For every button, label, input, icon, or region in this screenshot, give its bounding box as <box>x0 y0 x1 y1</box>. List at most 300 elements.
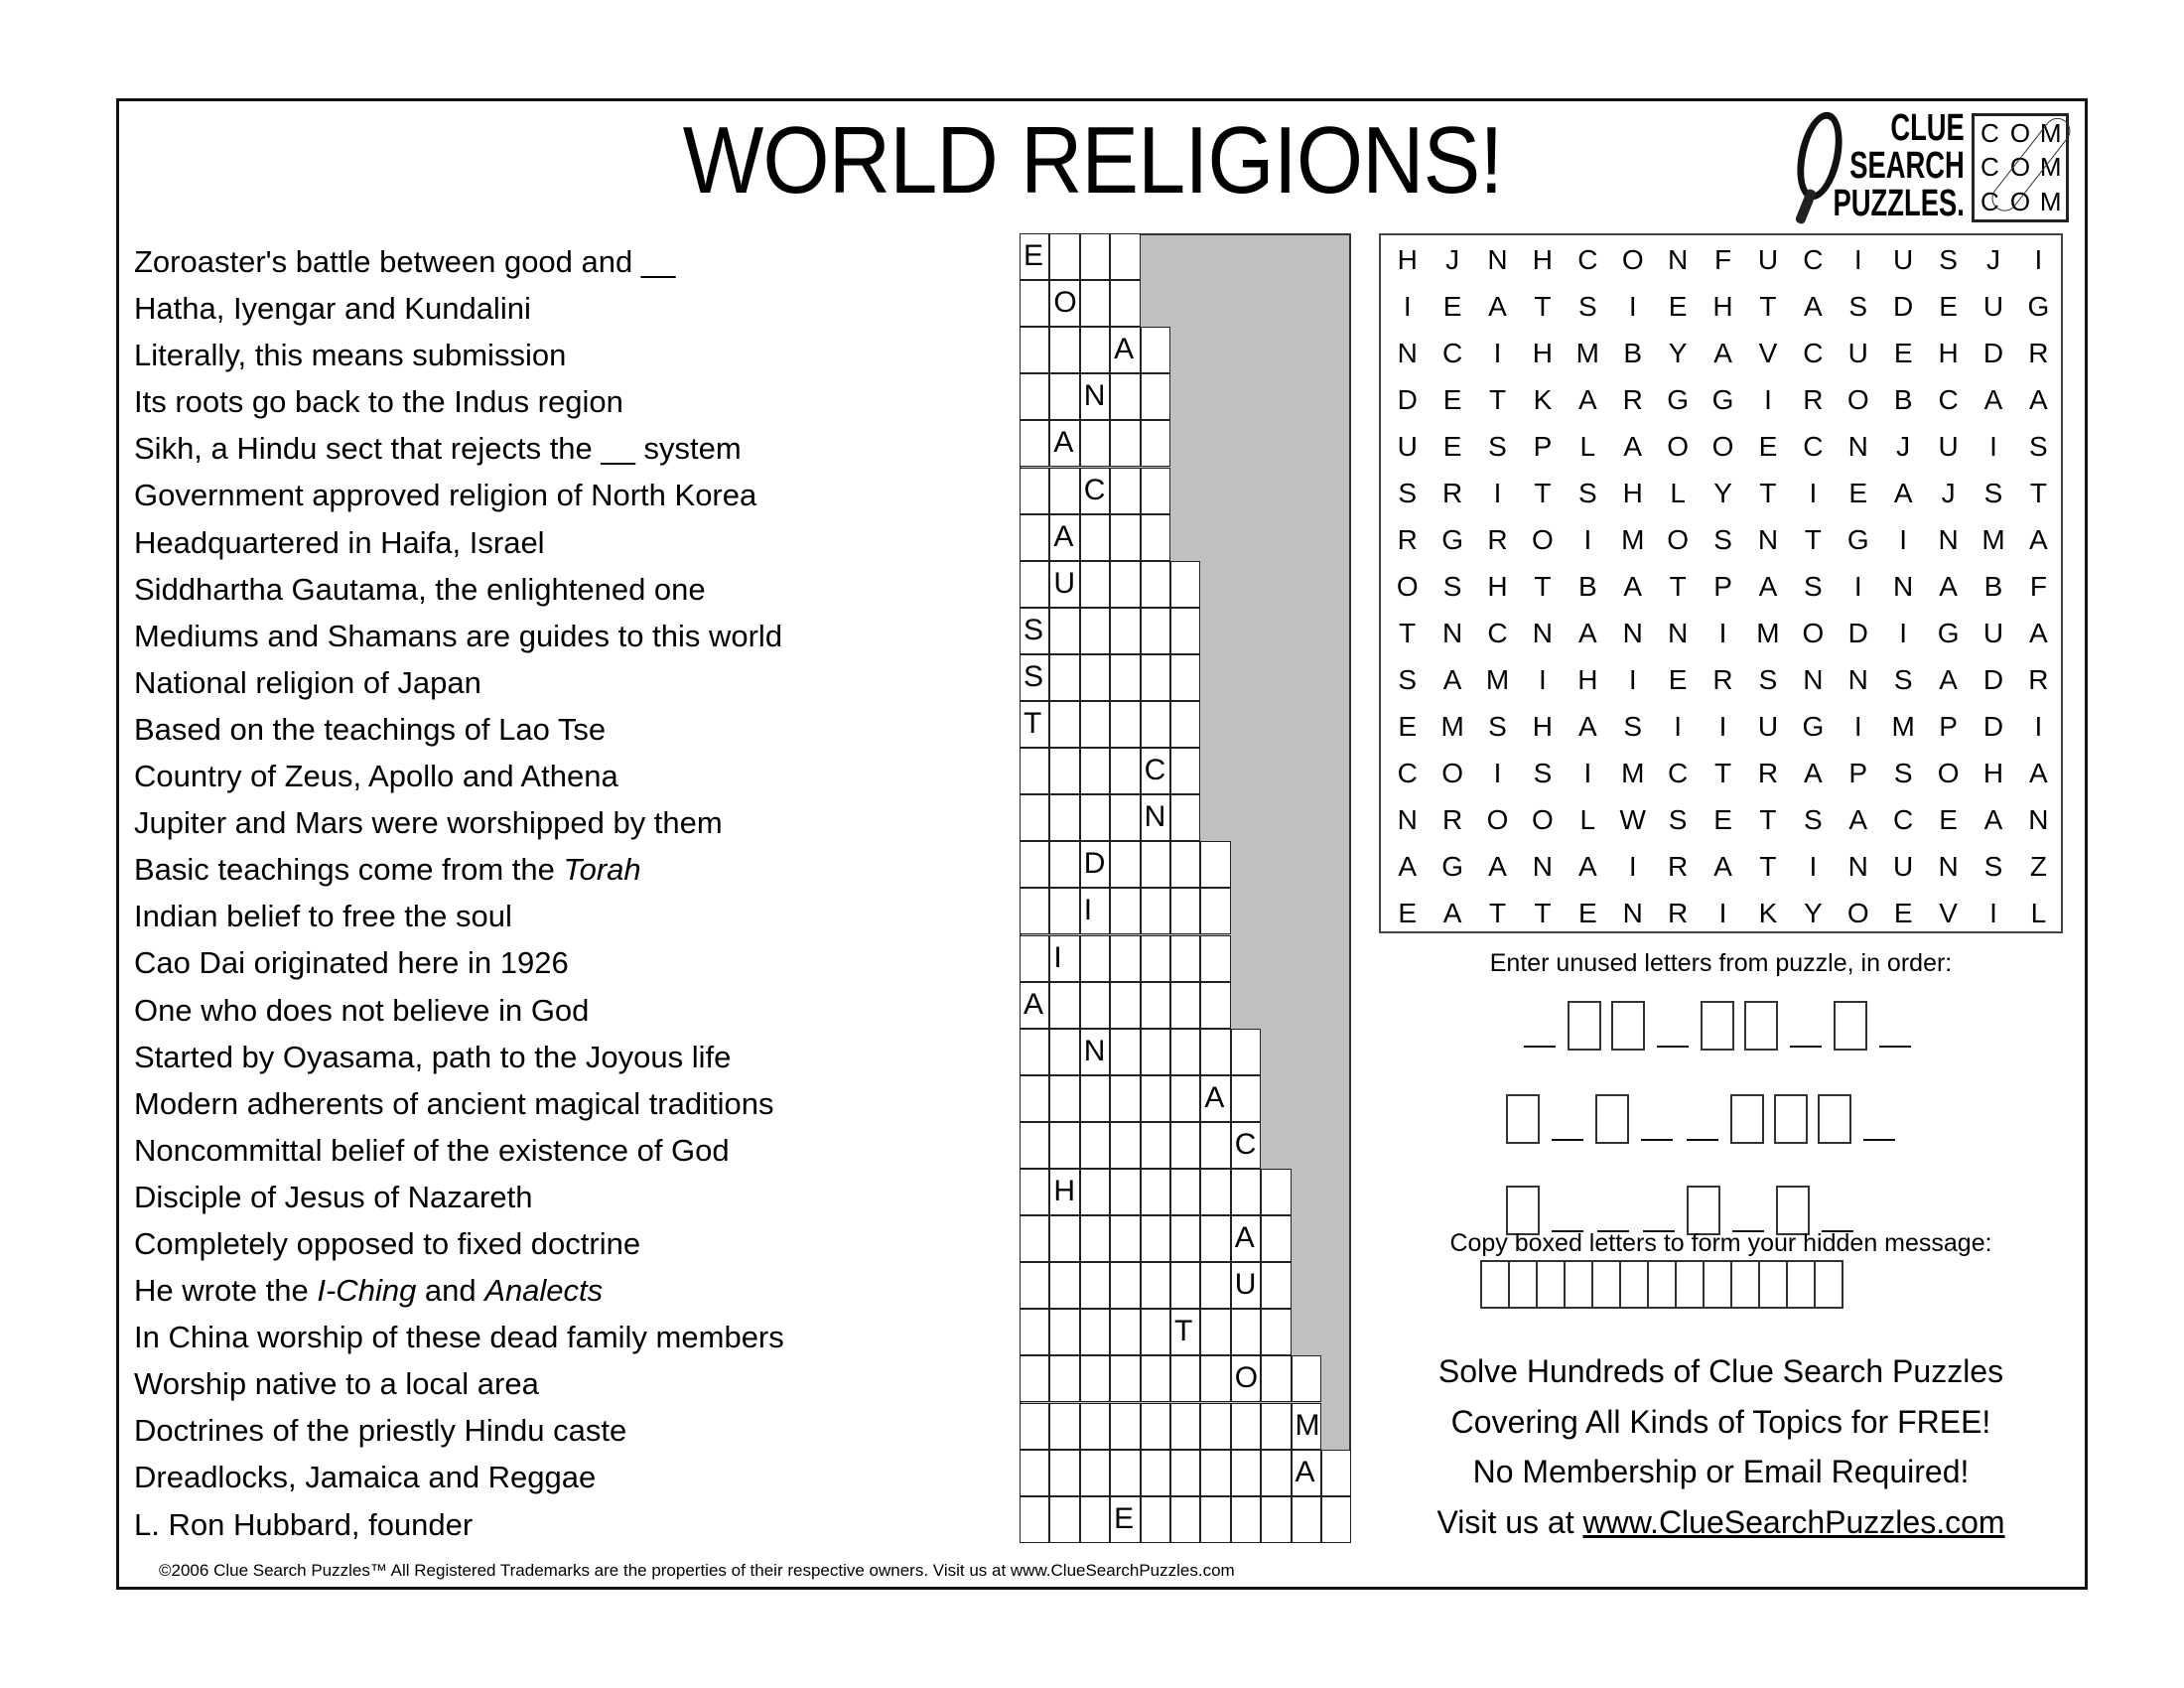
answer-cell[interactable] <box>1200 1122 1230 1169</box>
word-search-letter[interactable]: O <box>1711 431 1734 462</box>
boxed-letter-slot[interactable] <box>1834 1001 1867 1051</box>
answer-cell[interactable] <box>1170 1029 1200 1075</box>
answer-cell[interactable] <box>1049 888 1079 934</box>
answer-cell[interactable] <box>1080 1450 1110 1496</box>
answer-cell[interactable]: T <box>1170 1309 1200 1355</box>
word-search-letter[interactable]: E <box>1398 898 1418 928</box>
answer-cell[interactable] <box>1141 1215 1170 1262</box>
word-search-letter[interactable]: N <box>1847 851 1868 882</box>
answer-cell[interactable] <box>1080 514 1110 561</box>
word-search-letter[interactable]: D <box>1982 711 2004 742</box>
answer-cell[interactable] <box>1200 888 1230 934</box>
word-search-letter[interactable]: O <box>1846 898 1869 928</box>
answer-cell[interactable] <box>1020 561 1049 608</box>
word-search-letter[interactable]: K <box>1533 384 1553 415</box>
word-search-letter[interactable]: C <box>1803 244 1824 275</box>
answer-cell[interactable] <box>1231 1075 1261 1122</box>
answer-cell[interactable] <box>1049 1262 1079 1309</box>
answer-cell[interactable] <box>1110 1169 1140 1215</box>
word-search-letter[interactable]: G <box>1667 384 1690 415</box>
hidden-message-box[interactable] <box>1786 1260 1816 1309</box>
word-search-letter[interactable]: R <box>1441 804 1463 835</box>
word-search-letter[interactable]: H <box>1577 664 1598 695</box>
answer-cell[interactable]: I <box>1049 935 1079 982</box>
answer-cell[interactable]: A <box>1110 327 1140 373</box>
answer-cell[interactable] <box>1141 1403 1170 1450</box>
answer-cell[interactable] <box>1141 373 1170 420</box>
answer-cell[interactable] <box>1110 1075 1140 1122</box>
letter-blank[interactable] <box>1687 1139 1718 1141</box>
word-search-letter[interactable]: C <box>1441 338 1463 368</box>
answer-cell[interactable] <box>1049 1029 1079 1075</box>
answer-cell[interactable] <box>1170 561 1200 608</box>
answer-cell[interactable] <box>1020 514 1049 561</box>
answer-cell[interactable] <box>1170 841 1200 888</box>
answer-cell[interactable] <box>1110 701 1140 748</box>
answer-cell[interactable]: U <box>1049 561 1079 608</box>
word-search-letter[interactable]: A <box>1577 711 1597 742</box>
hidden-message-box[interactable] <box>1730 1260 1760 1309</box>
word-search-letter[interactable]: O <box>1621 244 1644 275</box>
answer-cell[interactable] <box>1170 1403 1200 1450</box>
answer-cell[interactable] <box>1170 1355 1200 1402</box>
answer-cell[interactable] <box>1049 654 1079 701</box>
answer-cell[interactable] <box>1049 841 1079 888</box>
boxed-letter-slot[interactable] <box>1776 1186 1810 1235</box>
answer-cell[interactable]: S <box>1020 608 1049 654</box>
answer-cell[interactable] <box>1020 841 1049 888</box>
word-search-letter[interactable]: S <box>1804 571 1823 602</box>
answer-cell[interactable]: U <box>1231 1262 1261 1309</box>
answer-cell[interactable] <box>1321 1496 1351 1543</box>
answer-cell[interactable] <box>1141 468 1170 514</box>
word-search-letter[interactable]: D <box>1982 338 2004 368</box>
word-search-letter[interactable]: U <box>1938 431 1959 462</box>
answer-cell[interactable] <box>1141 1355 1170 1402</box>
word-search-letter[interactable]: M <box>1756 618 1780 648</box>
word-search-letter[interactable]: I <box>1989 898 1997 928</box>
answer-cell[interactable] <box>1200 982 1230 1029</box>
word-search-letter[interactable]: J <box>1896 431 1911 462</box>
word-search-letter[interactable]: E <box>1398 711 1418 742</box>
word-search-letter[interactable]: G <box>2027 291 2050 322</box>
answer-cell[interactable] <box>1110 748 1140 794</box>
answer-cell[interactable] <box>1200 1403 1230 1450</box>
answer-cell[interactable] <box>1020 1029 1049 1075</box>
word-search-letter[interactable]: I <box>1853 244 1862 275</box>
answer-cell[interactable] <box>1200 841 1230 888</box>
word-search-letter[interactable]: E <box>1939 291 1958 322</box>
answer-cell[interactable]: A <box>1049 514 1079 561</box>
answer-cell[interactable] <box>1020 1496 1049 1543</box>
boxed-letter-slot[interactable] <box>1818 1094 1851 1144</box>
word-search-letter[interactable]: N <box>1532 851 1554 882</box>
word-search-letter[interactable]: U <box>1893 244 1914 275</box>
answer-cell[interactable] <box>1080 420 1110 467</box>
word-search-letter[interactable]: C <box>1938 384 1959 415</box>
answer-cell[interactable]: D <box>1080 841 1110 888</box>
word-search-letter[interactable]: C <box>1803 338 1824 368</box>
word-search-letter[interactable]: L <box>1670 478 1686 508</box>
word-search-letter[interactable]: V <box>1758 338 1778 368</box>
word-search-letter[interactable]: Y <box>1713 478 1732 508</box>
letter-blank[interactable] <box>1879 1046 1911 1048</box>
word-search-letter[interactable]: D <box>1397 384 1418 415</box>
answer-cell[interactable] <box>1020 1075 1049 1122</box>
word-search-letter[interactable]: B <box>1577 571 1597 602</box>
word-search-letter[interactable]: P <box>1848 758 1868 788</box>
word-search-letter[interactable]: J <box>1445 244 1460 275</box>
answer-cell[interactable] <box>1080 1403 1110 1450</box>
answer-cell[interactable] <box>1231 1309 1261 1355</box>
answer-cell[interactable]: E <box>1020 233 1049 280</box>
word-search-letter[interactable]: S <box>1398 478 1418 508</box>
word-search-letter[interactable]: U <box>1757 244 1779 275</box>
answer-cell[interactable] <box>1049 1496 1079 1543</box>
word-search-letter[interactable]: G <box>1937 618 1960 648</box>
answer-cell[interactable] <box>1170 701 1200 748</box>
answer-cell[interactable] <box>1020 280 1049 327</box>
answer-cell[interactable]: N <box>1141 794 1170 841</box>
boxed-letter-slot[interactable] <box>1595 1094 1629 1144</box>
word-search-letter[interactable]: E <box>1442 291 1462 322</box>
letter-blank[interactable] <box>1552 1139 1583 1141</box>
word-search-letter[interactable]: G <box>1711 384 1734 415</box>
word-search-letter[interactable]: U <box>1982 291 2004 322</box>
word-search-letter[interactable]: S <box>1488 431 1507 462</box>
word-search-letter[interactable]: S <box>1533 758 1553 788</box>
word-search-letter[interactable]: M <box>1485 664 1510 695</box>
answer-cell[interactable] <box>1170 982 1200 1029</box>
word-search-letter[interactable]: E <box>1668 291 1688 322</box>
word-search-letter[interactable]: I <box>1493 478 1502 508</box>
word-search-letter[interactable]: S <box>1758 664 1778 695</box>
answer-cell[interactable] <box>1261 1169 1291 1215</box>
answer-cell[interactable] <box>1231 1450 1261 1496</box>
answer-cell[interactable] <box>1110 1450 1140 1496</box>
word-search-letter[interactable]: I <box>1493 338 1502 368</box>
word-search-letter[interactable]: C <box>1803 431 1824 462</box>
answer-cell[interactable] <box>1200 1029 1230 1075</box>
answer-cell[interactable] <box>1261 1496 1291 1543</box>
answer-cell[interactable]: S <box>1020 654 1049 701</box>
word-search-letter[interactable]: A <box>2029 758 2048 788</box>
answer-cell[interactable] <box>1020 327 1049 373</box>
answer-cell[interactable] <box>1110 468 1140 514</box>
word-search-letter[interactable]: M <box>1981 524 2005 555</box>
word-search-letter[interactable]: S <box>1848 291 1868 322</box>
answer-cell[interactable] <box>1141 420 1170 467</box>
boxed-letter-slot[interactable] <box>1774 1094 1808 1144</box>
answer-cell[interactable] <box>1170 1450 1200 1496</box>
word-search-letter[interactable]: S <box>1713 524 1732 555</box>
word-search-letter[interactable]: O <box>1441 758 1463 788</box>
word-search-letter[interactable]: N <box>1803 664 1824 695</box>
word-search-letter[interactable]: I <box>1628 291 1637 322</box>
word-search-letter[interactable]: I <box>1628 851 1637 882</box>
answer-cell[interactable] <box>1049 1215 1079 1262</box>
answer-cell[interactable] <box>1292 1355 1321 1402</box>
answer-cell[interactable] <box>1049 608 1079 654</box>
word-search-letter[interactable]: A <box>1713 851 1732 882</box>
word-search-letter[interactable]: I <box>1583 524 1592 555</box>
answer-cell[interactable] <box>1200 935 1230 982</box>
answer-cell[interactable] <box>1170 1122 1200 1169</box>
answer-cell[interactable] <box>1141 1169 1170 1215</box>
word-search-letter[interactable]: S <box>1668 804 1688 835</box>
word-search-letter[interactable]: N <box>1938 851 1959 882</box>
answer-cell[interactable] <box>1080 1309 1110 1355</box>
word-search-letter[interactable]: O <box>1667 431 1690 462</box>
word-search-letter[interactable]: H <box>1938 338 1959 368</box>
answer-cell[interactable] <box>1170 654 1200 701</box>
word-search-letter[interactable]: M <box>1621 758 1645 788</box>
word-search-letter[interactable]: P <box>1939 711 1958 742</box>
answer-cell[interactable] <box>1321 1450 1351 1496</box>
word-search-letter[interactable]: N <box>1622 898 1643 928</box>
word-search-letter[interactable]: R <box>1487 524 1508 555</box>
word-search-letter[interactable]: O <box>1667 524 1690 555</box>
word-search-letter[interactable]: N <box>1847 664 1868 695</box>
word-search-letter[interactable]: T <box>1534 291 1552 322</box>
answer-cell[interactable] <box>1049 701 1079 748</box>
answer-cell[interactable] <box>1110 1403 1140 1450</box>
letter-blank[interactable] <box>1524 1046 1556 1048</box>
word-search-letter[interactable]: R <box>1441 478 1463 508</box>
word-search-letter[interactable]: O <box>1846 384 1869 415</box>
answer-cell[interactable] <box>1049 373 1079 420</box>
answer-cell[interactable]: M <box>1292 1403 1321 1450</box>
answer-cell[interactable] <box>1110 935 1140 982</box>
word-search-letter[interactable]: S <box>1488 711 1507 742</box>
word-search-letter[interactable]: S <box>1442 571 1462 602</box>
answer-cell[interactable] <box>1020 794 1049 841</box>
answer-cell[interactable] <box>1080 561 1110 608</box>
answer-cell[interactable] <box>1231 1029 1261 1075</box>
word-search-letter[interactable]: D <box>1982 664 2004 695</box>
word-search-letter[interactable]: G <box>1441 851 1463 882</box>
answer-cell[interactable]: A <box>1020 982 1049 1029</box>
hidden-message-box[interactable] <box>1647 1260 1677 1309</box>
word-search-letter[interactable]: U <box>1397 431 1418 462</box>
answer-cell[interactable] <box>1231 1169 1261 1215</box>
answer-cell[interactable] <box>1141 327 1170 373</box>
answer-cell[interactable] <box>1110 1215 1140 1262</box>
word-search-letter[interactable]: E <box>1848 478 1868 508</box>
letter-blank[interactable] <box>1641 1139 1673 1141</box>
answer-cell[interactable] <box>1141 1122 1170 1169</box>
word-search-letter[interactable]: I <box>1853 571 1862 602</box>
answer-cell[interactable] <box>1080 794 1110 841</box>
answer-cell[interactable] <box>1049 327 1079 373</box>
word-search-letter[interactable]: T <box>1759 478 1777 508</box>
word-search-letter[interactable]: O <box>1532 524 1554 555</box>
answer-cell[interactable] <box>1141 1075 1170 1122</box>
word-search-letter[interactable]: I <box>1493 758 1502 788</box>
answer-cell[interactable] <box>1110 561 1140 608</box>
word-search-letter[interactable]: P <box>1533 431 1553 462</box>
answer-cell[interactable] <box>1080 1075 1110 1122</box>
answer-cell[interactable] <box>1261 1262 1291 1309</box>
answer-cell[interactable] <box>1141 841 1170 888</box>
answer-cell[interactable] <box>1049 1355 1079 1402</box>
answer-cell[interactable]: N <box>1080 373 1110 420</box>
word-search-letter[interactable]: C <box>1668 758 1689 788</box>
answer-cell[interactable] <box>1170 1075 1200 1122</box>
answer-cell[interactable] <box>1020 1450 1049 1496</box>
word-search-letter[interactable]: T <box>1759 851 1777 882</box>
hidden-message-box[interactable] <box>1758 1260 1788 1309</box>
word-search-letter[interactable]: A <box>1713 338 1732 368</box>
word-search-letter[interactable]: A <box>1398 851 1418 882</box>
word-search-letter[interactable]: H <box>1532 711 1554 742</box>
word-search-letter[interactable]: S <box>1983 851 2003 882</box>
answer-cell[interactable] <box>1170 1169 1200 1215</box>
hidden-message-box[interactable] <box>1675 1260 1705 1309</box>
answer-cell[interactable]: T <box>1020 701 1049 748</box>
word-search-letter[interactable]: F <box>1713 244 1732 275</box>
word-search-letter[interactable]: H <box>1532 338 1554 368</box>
word-search-letter[interactable]: N <box>1397 804 1418 835</box>
word-search-letter[interactable]: N <box>1757 524 1779 555</box>
answer-cell[interactable] <box>1049 748 1079 794</box>
word-search-letter[interactable]: C <box>1487 618 1508 648</box>
answer-cell[interactable] <box>1110 841 1140 888</box>
word-search-letter[interactable]: K <box>1758 898 1778 928</box>
answer-cell[interactable] <box>1200 1355 1230 1402</box>
word-search-letter[interactable]: U <box>1847 338 1868 368</box>
word-search-letter[interactable]: E <box>1939 804 1958 835</box>
answer-cell[interactable] <box>1200 1309 1230 1355</box>
answer-cell[interactable] <box>1080 935 1110 982</box>
word-search-letter[interactable]: N <box>1938 524 1959 555</box>
word-search-letter[interactable]: S <box>1893 664 1913 695</box>
word-search-letter[interactable]: E <box>1442 431 1462 462</box>
answer-cell[interactable] <box>1141 1496 1170 1543</box>
answer-cell[interactable] <box>1049 1122 1079 1169</box>
word-search-letter[interactable]: M <box>1440 711 1464 742</box>
answer-cell[interactable] <box>1020 1122 1049 1169</box>
word-search-letter[interactable]: H <box>1982 758 2004 788</box>
answer-cell[interactable] <box>1110 794 1140 841</box>
answer-cell[interactable] <box>1141 1309 1170 1355</box>
word-search-letter[interactable]: O <box>1937 758 1960 788</box>
answer-cell[interactable] <box>1020 373 1049 420</box>
answer-cell[interactable] <box>1049 982 1079 1029</box>
answer-cell[interactable] <box>1200 1169 1230 1215</box>
answer-cell[interactable] <box>1020 468 1049 514</box>
word-search-letter[interactable]: N <box>1668 618 1689 648</box>
word-search-letter[interactable]: I <box>1899 618 1908 648</box>
answer-cell[interactable] <box>1110 1262 1140 1309</box>
boxed-letter-slot[interactable] <box>1611 1001 1645 1051</box>
answer-cell[interactable] <box>1141 561 1170 608</box>
word-search-letter[interactable]: I <box>1989 431 1997 462</box>
word-search-letter[interactable]: A <box>1983 804 2003 835</box>
word-search-letter[interactable]: O <box>1802 618 1825 648</box>
answer-cell[interactable] <box>1080 1169 1110 1215</box>
answer-cell[interactable] <box>1080 701 1110 748</box>
answer-cell[interactable] <box>1141 654 1170 701</box>
word-search-letter[interactable]: T <box>1669 571 1687 602</box>
answer-cell[interactable] <box>1110 233 1140 280</box>
word-search-letter[interactable]: I <box>1764 384 1772 415</box>
answer-cell[interactable]: N <box>1080 1029 1110 1075</box>
word-search-letter[interactable]: T <box>1759 291 1777 322</box>
word-search-letter[interactable]: E <box>1442 384 1462 415</box>
answer-cell[interactable] <box>1170 1496 1200 1543</box>
answer-cell[interactable] <box>1141 701 1170 748</box>
word-search-letter[interactable]: N <box>1893 571 1914 602</box>
hidden-message-box[interactable] <box>1536 1260 1566 1309</box>
answer-cell[interactable] <box>1020 1403 1049 1450</box>
answer-cell[interactable]: I <box>1080 888 1110 934</box>
word-search-letter[interactable]: T <box>1759 804 1777 835</box>
word-search-letter[interactable]: I <box>1674 711 1683 742</box>
answer-cell[interactable] <box>1170 1215 1200 1262</box>
answer-cell[interactable] <box>1231 1496 1261 1543</box>
word-search-letter[interactable]: S <box>1939 244 1958 275</box>
answer-cell[interactable] <box>1020 1309 1049 1355</box>
answer-cell[interactable] <box>1110 514 1140 561</box>
word-search-letter[interactable]: H <box>1712 291 1733 322</box>
word-search-letter[interactable]: A <box>2029 618 2048 648</box>
website-link[interactable]: www.ClueSearchPuzzles.com <box>1582 1503 2005 1540</box>
answer-cell[interactable] <box>1080 1496 1110 1543</box>
word-search-letter[interactable]: L <box>1579 804 1596 835</box>
word-search-letter[interactable]: I <box>1853 711 1862 742</box>
word-search-letter[interactable]: B <box>1983 571 2003 602</box>
answer-cell[interactable]: E <box>1110 1496 1140 1543</box>
answer-cell[interactable]: C <box>1141 748 1170 794</box>
word-search-letter[interactable]: Y <box>1804 898 1823 928</box>
word-search-letter[interactable]: H <box>1397 244 1418 275</box>
answer-cell[interactable]: A <box>1292 1450 1321 1496</box>
word-search-letter[interactable]: L <box>2030 898 2047 928</box>
answer-cell[interactable] <box>1110 1122 1140 1169</box>
word-search-letter[interactable]: A <box>1623 571 1643 602</box>
boxed-letter-slot[interactable] <box>1506 1094 1540 1144</box>
word-search-letter[interactable]: T <box>1534 571 1552 602</box>
answer-cell[interactable] <box>1080 1355 1110 1402</box>
hidden-message-box[interactable] <box>1814 1260 1843 1309</box>
answer-cell[interactable] <box>1080 327 1110 373</box>
word-search-letter[interactable]: I <box>2034 711 2043 742</box>
answer-cell[interactable] <box>1020 420 1049 467</box>
answer-cell[interactable] <box>1080 280 1110 327</box>
hidden-message-box[interactable] <box>1508 1260 1538 1309</box>
answer-cell[interactable] <box>1020 1355 1049 1402</box>
word-search-letter[interactable]: E <box>1893 338 1913 368</box>
word-search-letter[interactable]: B <box>1623 338 1643 368</box>
word-search-letter[interactable]: A <box>1488 291 1507 322</box>
word-search-letter[interactable]: C <box>1577 244 1598 275</box>
answer-cell[interactable] <box>1110 1029 1140 1075</box>
letter-blank[interactable] <box>1790 1046 1822 1048</box>
answer-cell[interactable] <box>1200 1262 1230 1309</box>
word-search-letter[interactable]: A <box>1577 384 1597 415</box>
word-search-letter[interactable]: R <box>1397 524 1418 555</box>
word-search-letter[interactable]: E <box>1758 431 1778 462</box>
word-search-letter[interactable]: R <box>2028 664 2049 695</box>
word-search-letter[interactable]: C <box>1397 758 1418 788</box>
answer-cell[interactable] <box>1110 373 1140 420</box>
answer-cell[interactable] <box>1080 1262 1110 1309</box>
word-search-letter[interactable]: B <box>1893 384 1913 415</box>
word-search-letter[interactable]: I <box>1899 524 1908 555</box>
word-search-letter[interactable]: I <box>1718 898 1727 928</box>
word-search-letter[interactable]: A <box>1804 291 1823 322</box>
